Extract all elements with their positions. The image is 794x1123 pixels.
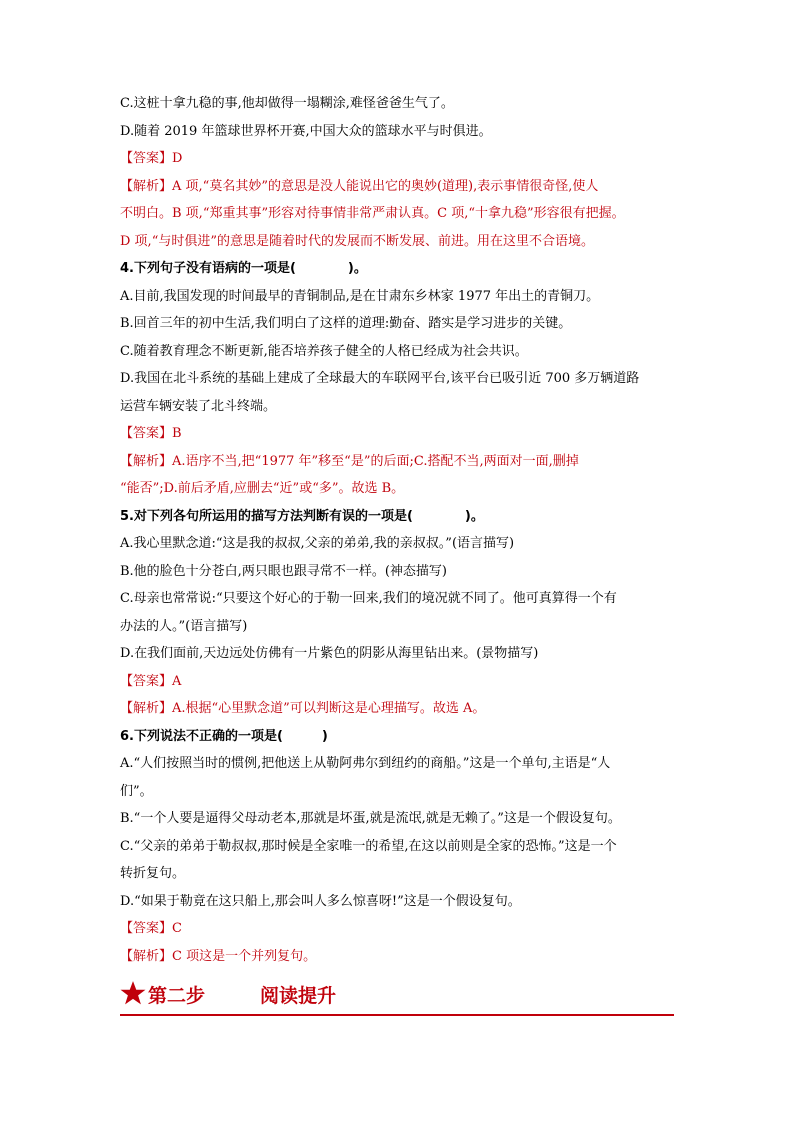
option-line: A.目前,我国发现的时间最早的青铜制品,是在甘肃东乡林家 1977 年出土的青铜刀。	[120, 288, 600, 304]
option-line: A.我心里默念道:“这是我的叔叔,父亲的弟弟,我的亲叔叔。”(语言描写)	[120, 536, 515, 551]
answer-value: D	[172, 151, 183, 166]
explanation-text: A.语序不当,把“1977 年”移至“是”的后面;C.搭配不当,两面对一面,删掉	[172, 453, 579, 469]
document-body	[120, 90, 680, 970]
section-header	[120, 980, 674, 1016]
explanation-tag: 【解析】	[120, 948, 173, 964]
option-line: B.回首三年的初中生活,我们明白了这样的道理:勤奋、踏实是学习进步的关键。	[120, 316, 572, 331]
explanation-line	[120, 943, 680, 971]
option-line: D.“如果于勒竟在这只船上,那会叫人多么惊喜呀!”这是一个假设复句。	[120, 893, 521, 909]
question-title: 4.下列句子没有语病的一项是( )。	[120, 261, 367, 276]
explanation-text: A 项,“莫名其妙”的意思是没人能说出它的奥妙(道理),表示事情很奇怪,使人	[172, 178, 599, 194]
option-line: D.随着 2019 年篮球世界杯开赛,中国大众的篮球水平与时俱进。	[120, 123, 492, 139]
explanation-tag: 【解析】	[120, 178, 173, 194]
answer-line	[120, 668, 680, 696]
option-line: D.在我们面前,天边远处仿佛有一片紫色的阴影从海里钻出来。(景物描写)	[120, 646, 539, 661]
answer-line	[120, 420, 680, 448]
explanation-text: C 项这是一个并列复句。	[172, 948, 317, 964]
question-title: 5.对下列各句所运用的描写方法判断有误的一项是( )。	[120, 508, 484, 524]
answer-value: C	[172, 921, 182, 936]
question-title: 6.下列说法不正确的一项是( )	[120, 728, 328, 744]
explanation-text: A.根据“心里默念道”可以判断这是心理描写。故选 A。	[172, 701, 486, 716]
option-line: B.他的脸色十分苍白,两只眼也跟寻常不一样。(神态描写)	[120, 563, 447, 579]
option-line: C.随着教育理念不断更新,能否培养孩子健全的人格已经成为社会共识。	[120, 343, 528, 359]
explanation-line	[120, 173, 680, 201]
answer-tag: 【答案】	[120, 921, 173, 936]
answer-tag: 【答案】	[120, 673, 173, 689]
answer-value: B	[172, 426, 182, 441]
explanation-line: 不明白。B 项,“郑重其事”形容对待事情非常严肃认真。C 项,“十拿九稳”形容很有把握。	[120, 206, 625, 221]
explanation-line	[120, 448, 680, 476]
section-step: 第二步	[148, 985, 206, 1007]
explanation-tag: 【解析】	[120, 453, 173, 469]
explanation-line	[120, 695, 680, 723]
star-icon	[120, 980, 146, 1006]
option-line: C.母亲也常常说:“只要这个好心的于勒一回来,我们的境况就不同了。他可真算得一个有	[120, 591, 617, 606]
option-line: 运营车辆安装了北斗终端。	[120, 398, 277, 414]
option-line: D.我国在北斗系统的基础上建成了全球最大的车联网平台,该平台已吸引近 700 多万辆道路	[120, 371, 640, 386]
explanation-line: D 项,“与时俱进”的意思是随着时代的发展而不断发展、前进。用在这里不合语境。	[120, 233, 594, 249]
answer-tag: 【答案】	[120, 151, 173, 166]
explanation-line: “能否”;D.前后矛盾,应删去“近”或“多”。故选 B。	[120, 481, 405, 496]
answer-line	[120, 145, 680, 173]
answer-value: A	[172, 673, 182, 689]
explanation-tag: 【解析】	[120, 701, 173, 716]
answer-line	[120, 915, 680, 943]
answer-tag: 【答案】	[120, 426, 173, 441]
option-line: A.“人们按照当时的惯例,把他送上从勒阿弗尔到纽约的商船。”这是一个单句,主语是“人	[120, 756, 611, 771]
option-line: 办法的人。”(语言描写)	[120, 618, 248, 634]
option-line: B.“一个人要是逼得父母动老本,那就是坏蛋,就是流氓,就是无赖了。”这是一个假设复句。	[120, 811, 621, 826]
option-line: 们”。	[120, 783, 153, 799]
section-name: 阅读提升	[260, 985, 337, 1007]
option-line: C.“父亲的弟弟于勒叔叔,那时候是全家唯一的希望,在这以前则是全家的恐怖。”这是一个	[120, 838, 617, 854]
option-line: 转折复句。	[120, 866, 186, 881]
option-line: C.这桩十拿九稳的事,他却做得一塌糊涂,难怪爸爸生气了。	[120, 96, 454, 111]
